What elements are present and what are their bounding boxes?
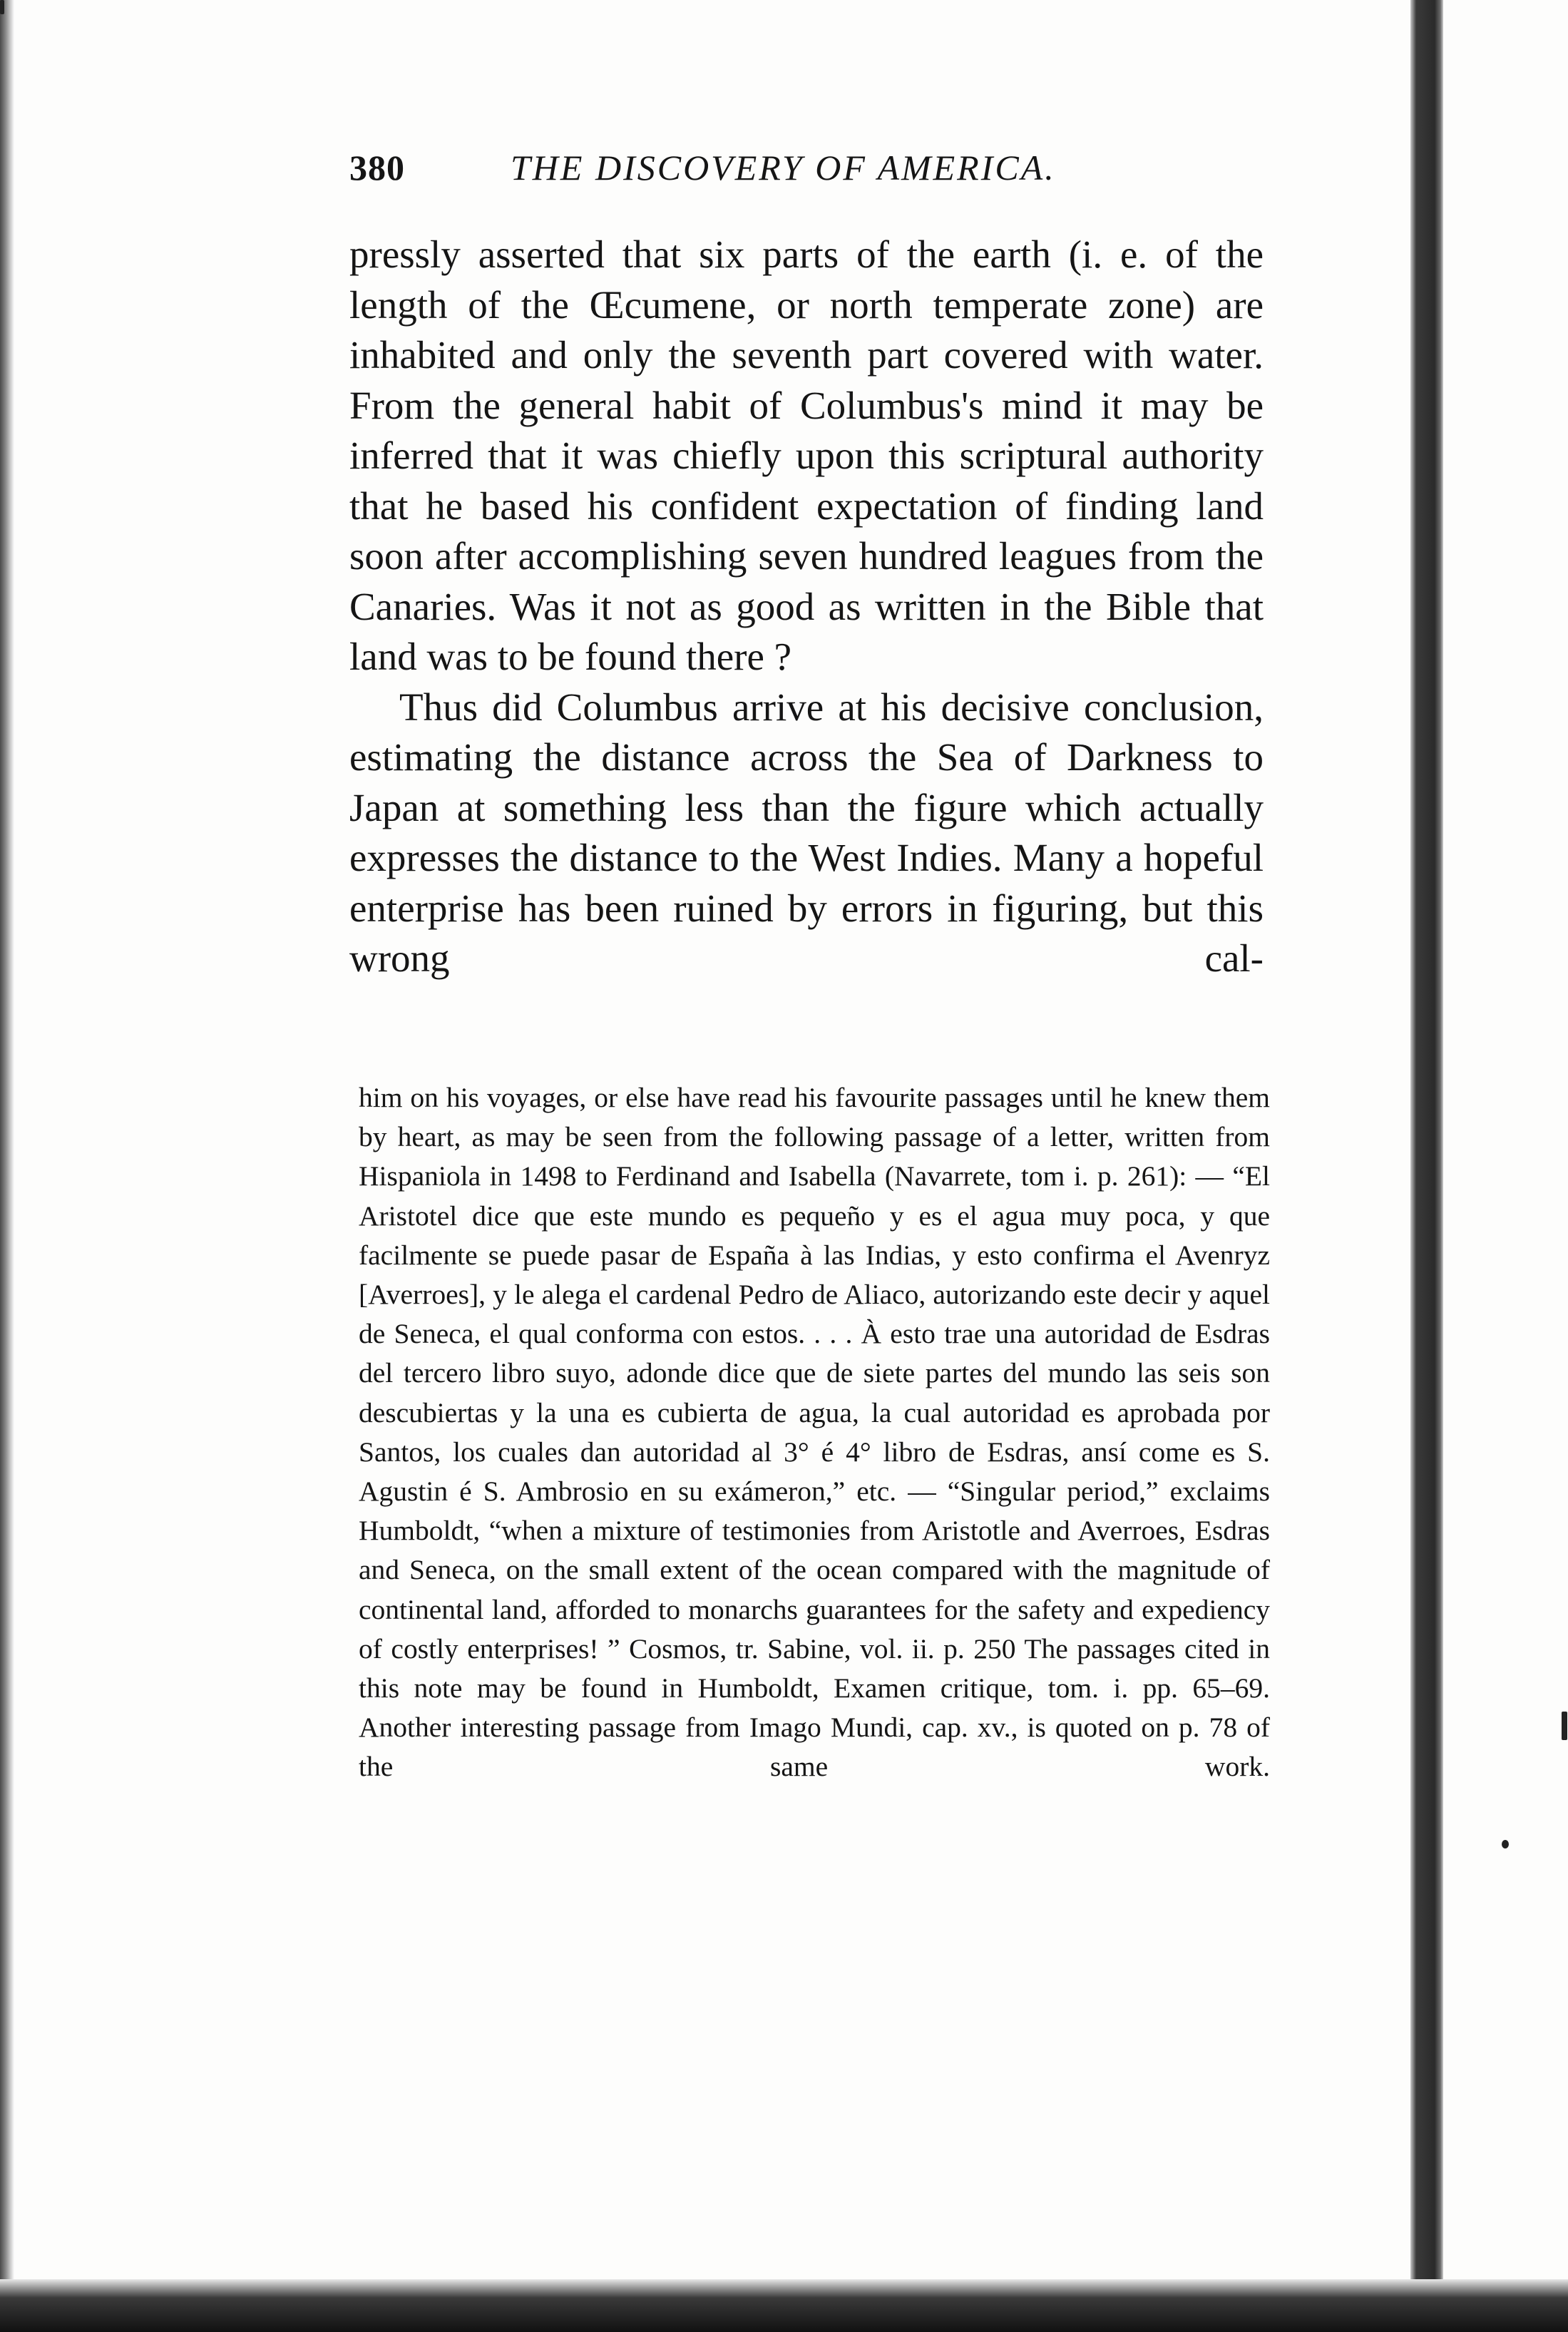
- paragraph-2: Thus did Columbus arrive at his decisive conclusion, estimating the distance across the Sea of Darkness to Japan at something less than the figure which actually expresses the distance to the West Indies. Many a hopeful enterprise has been ruined by errors in figuring, but this wrong cal-: [349, 685, 1264, 980]
- scan-speck: [1502, 1840, 1509, 1848]
- paragraph-1: pressly asserted that six parts of the earth (i. e. of the length of the Œcumene, or north temperate zone) are inhabited and only the seventh part covered with water. From the general habit of Columbus's mind it may be inferred that it was chiefly upon this scriptural authority that he based his confident expectation of finding land soon after accomplishing seven hundred leagues from the Canaries. Was it not as good as written in the Bible that land was to be found there ?: [349, 232, 1264, 678]
- bottom-scan-edge: [0, 2279, 1568, 2332]
- book-gutter-shadow: [1410, 0, 1443, 2332]
- book-title: THE DISCOVERY OF AMERICA.: [511, 148, 1056, 188]
- running-head: [349, 147, 1119, 197]
- scan-speck: [0, 0, 4, 14]
- scan-speck: [1562, 1712, 1567, 1740]
- left-page-edge-shadow: [0, 0, 14, 2332]
- page-number: 380: [349, 148, 405, 188]
- footnote: him on his voyages, or else have read his favourite passages until he knew them by heart, as may be seen from the following passage of a letter, written from Hispaniola in 1498 to Ferdinand and Isabella (Navarrete, tom i. p. 261): — “El Aristotel dice que este mundo es pequeño y es el agua muy poca, y que facilmente se puede pasar de España à las Indias, y esto confirma el Avenryz [Averroes], y le alega el cardenal Pedro de Aliaco, autorizando este decir y aquel de Seneca, el qual conforma con estos. . . . À esto trae una autoridad de Esdras del tercero libro suyo, adonde dice que de siete partes del mundo las seis son descubiertas y la una es cubierta de agua, la cual autoridad es aprobada por Santos, los cuales dan autoridad al 3° é 4° libro de Esdras, ansí come es S. Agustin é S. Ambrosio en su exámeron,” etc. — “Singular period,” exclaims Humboldt, “when a mixture of testimonies from Aristotle and Averroes, Esdras and Seneca, on the small extent of the ocean compared with the magnitude of continental land, afforded to monarchs guarantees for the safety and expediency of costly enterprises! ” Cosmos, tr. Sabine, vol. ii. p. 250 The passages cited in this note may be found in Humboldt, Examen critique, tom. i. pp. 65–69. Another interesting passage from Imago Mundi, cap. xv., is quoted on p. 78 of the same work.: [359, 1082, 1270, 1783]
- main-text-block: [349, 230, 1264, 984]
